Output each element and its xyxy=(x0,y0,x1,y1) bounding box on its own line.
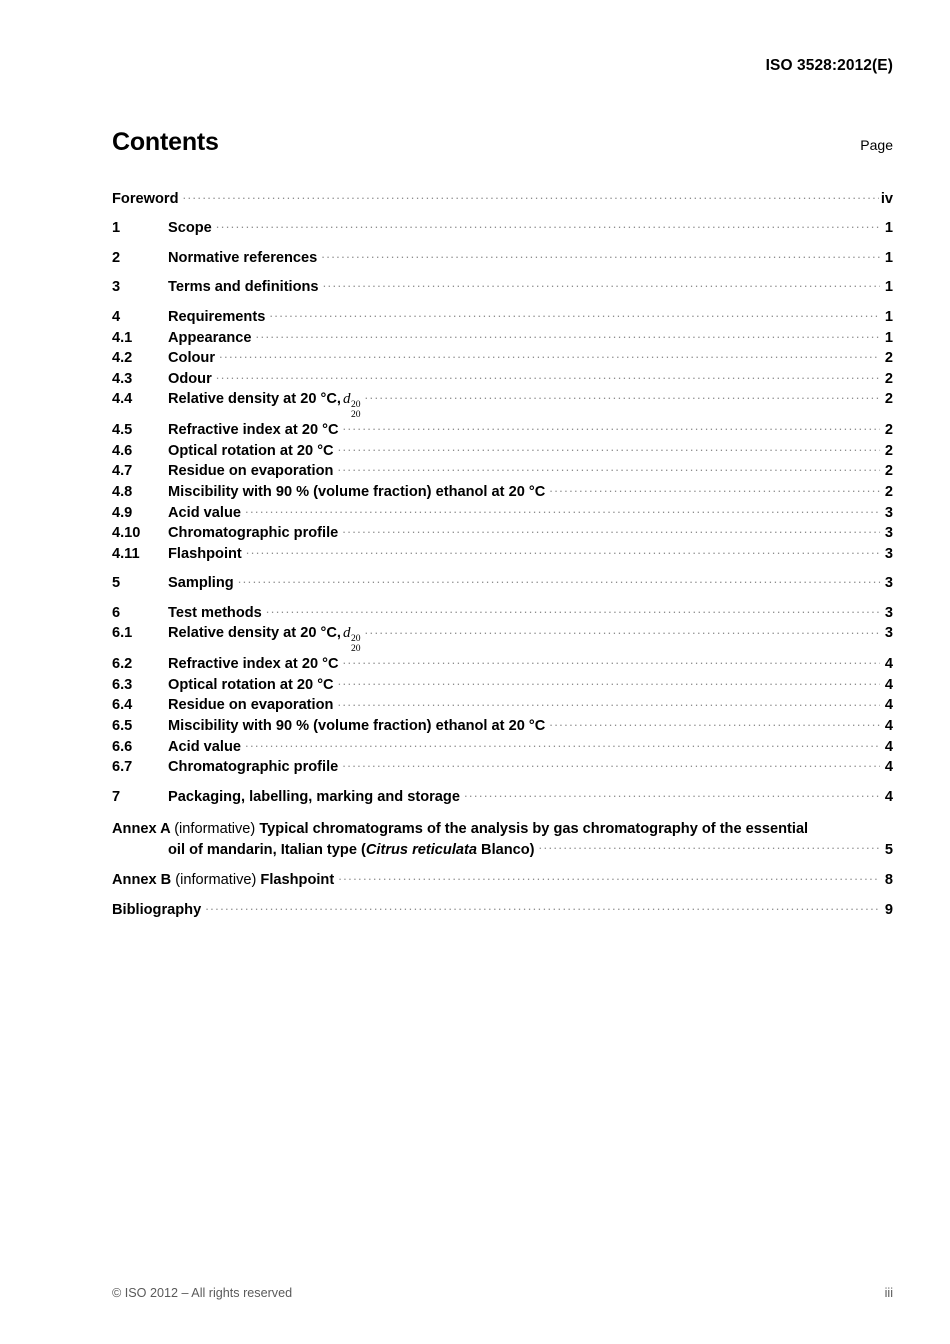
toc-entry-page: 3 xyxy=(884,545,893,562)
toc-entry-label: Colour xyxy=(168,350,216,367)
toc-entry-page: 3 xyxy=(884,575,893,592)
subscript-20: 20 xyxy=(350,408,361,420)
toc-entry-number: 7 xyxy=(112,788,121,805)
annex-a-title-line-1: Typical chromatograms of the analysis by gas chromatography of the essential xyxy=(259,820,809,837)
toc-entry-label: Optical rotation at 20 °C xyxy=(168,442,334,459)
toc-entry[interactable] xyxy=(112,695,893,716)
leader-dots xyxy=(464,786,880,801)
page-title: Contents xyxy=(112,128,219,156)
leader-dots xyxy=(338,440,880,455)
toc-entry[interactable] xyxy=(112,368,893,389)
toc-entry-page: 1 xyxy=(884,249,893,266)
toc-entry-number: 1 xyxy=(112,220,121,237)
toc-entry[interactable] xyxy=(112,420,893,441)
toc-entry-page: 4 xyxy=(884,676,893,693)
toc-entry-label xyxy=(168,390,364,419)
toc-entry-page: 2 xyxy=(884,370,893,387)
toc-entry-label: Acid value xyxy=(168,738,241,755)
toc-entry-number: 4.9 xyxy=(112,504,133,521)
contents-title-row xyxy=(112,128,893,157)
toc-entry-page: 9 xyxy=(884,901,893,918)
annex-a-species-name: Citrus reticulata xyxy=(365,841,477,858)
toc-entry-label: Terms and definitions xyxy=(168,279,319,296)
toc-entry-page: 4 xyxy=(884,718,893,735)
relative-density-indices xyxy=(350,634,360,654)
relative-density-symbol: d xyxy=(342,391,351,408)
leader-dots xyxy=(338,674,880,689)
toc-entry-number: 4.5 xyxy=(112,422,133,439)
toc-entry-number: 2 xyxy=(112,249,121,266)
toc-entry-number: 6.3 xyxy=(112,676,133,693)
toc-entry-number: 4.8 xyxy=(112,483,133,500)
toc-entry-number: 4.2 xyxy=(112,350,133,367)
toc-entry-page: 1 xyxy=(884,329,893,346)
toc-entry[interactable] xyxy=(112,389,893,420)
toc-entry[interactable] xyxy=(112,715,893,736)
leader-dots xyxy=(216,218,880,233)
toc-entry-label: Flashpoint xyxy=(168,545,242,562)
toc-entry-number: 5 xyxy=(112,575,121,592)
toc-entry-number: 4.7 xyxy=(112,463,133,480)
toc-entry-page: 4 xyxy=(884,788,893,805)
toc-entry-label: Appearance xyxy=(168,329,252,346)
toc-entry-annex-b[interactable] xyxy=(112,869,893,890)
toc-entry-label: Foreword xyxy=(112,190,179,207)
superscript-20: 20 xyxy=(350,398,361,410)
toc-entry-label: Test methods xyxy=(168,604,262,621)
toc-entry-number: 4.10 xyxy=(112,525,141,542)
toc-entry-label xyxy=(168,624,364,653)
toc-entry-number: 6.6 xyxy=(112,738,133,755)
toc-entry-number: 4.3 xyxy=(112,370,133,387)
toc-entry[interactable] xyxy=(112,461,893,482)
toc-entry-page: 3 xyxy=(884,504,893,521)
toc-entry-label: Refractive index at 20 °C xyxy=(168,422,339,439)
table-of-contents xyxy=(112,183,893,920)
leader-dots xyxy=(246,543,880,558)
leader-dots xyxy=(323,277,880,292)
leader-dots xyxy=(266,602,880,617)
toc-entry-label: Chromatographic profile xyxy=(168,525,339,542)
toc-entry-page: 1 xyxy=(884,220,893,237)
leader-dots xyxy=(365,623,880,638)
toc-entry-label: Optical rotation at 20 °C xyxy=(168,676,334,693)
annex-a-line-1 xyxy=(112,820,893,840)
leader-dots xyxy=(549,481,880,496)
toc-entry-page: 8 xyxy=(884,872,893,889)
toc-entry-number: 4.6 xyxy=(112,442,133,459)
leader-dots xyxy=(342,523,880,538)
toc-entry-label: Sampling xyxy=(168,575,234,592)
toc-entry-label: Chromatographic profile xyxy=(168,759,339,776)
toc-entry-page: 3 xyxy=(884,625,893,642)
leader-dots xyxy=(256,327,880,342)
toc-entry-page: 1 xyxy=(884,279,893,296)
toc-entry-page: 2 xyxy=(884,442,893,459)
toc-entry-annex-a[interactable] xyxy=(112,820,893,861)
page-column-label: Page xyxy=(860,137,893,153)
annex-a-title-line-2 xyxy=(168,841,538,861)
annex-a-qualifier: (informative) xyxy=(174,820,256,837)
leader-dots xyxy=(216,368,880,383)
toc-entry-number: 4.1 xyxy=(112,329,133,346)
toc-entry[interactable] xyxy=(112,306,893,327)
annex-a-line-2 xyxy=(168,839,893,860)
leader-dots xyxy=(337,695,880,710)
toc-entry[interactable] xyxy=(112,786,893,807)
toc-entry[interactable] xyxy=(112,277,893,298)
toc-entry-page: 2 xyxy=(884,391,893,408)
toc-entry[interactable] xyxy=(112,543,893,564)
toc-entry-number: 6.5 xyxy=(112,718,133,735)
annex-a-title-post: Blanco) xyxy=(476,841,535,858)
toc-entry-label: Normative references xyxy=(168,249,318,266)
document-footer xyxy=(112,1286,893,1300)
toc-entry-number: 6 xyxy=(112,604,121,621)
toc-entry-foreword[interactable] xyxy=(112,188,893,209)
toc-entry[interactable] xyxy=(112,247,893,268)
toc-entry[interactable] xyxy=(112,218,893,239)
subscript-20: 20 xyxy=(350,642,361,654)
annex-b-qualifier: (informative) xyxy=(175,872,257,889)
toc-entry-page: 1 xyxy=(884,308,893,325)
leader-dots xyxy=(238,573,880,588)
leader-dots xyxy=(269,306,880,321)
toc-entry-number: 4.4 xyxy=(112,391,133,408)
toc-entry-page: 4 xyxy=(884,738,893,755)
toc-entry[interactable] xyxy=(112,602,893,623)
toc-entry-page: iv xyxy=(880,190,893,207)
toc-entry[interactable] xyxy=(112,502,893,523)
leader-dots xyxy=(343,654,881,669)
toc-entry-label-text: Relative density at 20 °C, xyxy=(168,391,341,408)
toc-entry-label: Bibliography xyxy=(112,901,202,918)
toc-entry-number: 3 xyxy=(112,279,121,296)
toc-entry[interactable] xyxy=(112,523,893,544)
toc-entry-label: Miscibility with 90 % (volume fraction) ethanol at 20 °C xyxy=(168,483,546,500)
toc-entry[interactable] xyxy=(112,440,893,461)
toc-entry[interactable] xyxy=(112,654,893,675)
toc-entry-number: 6.1 xyxy=(112,625,133,642)
annex-b-label: Annex B xyxy=(112,872,172,889)
toc-entry-label: Refractive index at 20 °C xyxy=(168,656,339,673)
toc-entry-label: Miscibility with 90 % (volume fraction) ethanol at 20 °C xyxy=(168,718,546,735)
annex-a-title-pre: oil of mandarin, Italian type ( xyxy=(168,841,366,858)
superscript-20: 20 xyxy=(350,633,361,645)
copyright-notice: © ISO 2012 – All rights reserved xyxy=(112,1286,293,1300)
leader-dots xyxy=(343,420,881,435)
annex-b-title: Flashpoint xyxy=(260,872,335,889)
toc-entry-page: 4 xyxy=(884,759,893,776)
toc-entry-page: 2 xyxy=(884,422,893,439)
leader-dots xyxy=(337,461,880,476)
leader-dots xyxy=(219,348,880,363)
leader-dots xyxy=(205,899,880,914)
relative-density-symbol: d xyxy=(342,625,351,642)
toc-entry[interactable] xyxy=(112,573,893,594)
relative-density-indices xyxy=(350,400,360,420)
toc-entry-page: 3 xyxy=(884,604,893,621)
document-header xyxy=(112,57,893,75)
leader-dots xyxy=(342,757,880,772)
toc-entry[interactable] xyxy=(112,623,893,654)
leader-dots xyxy=(338,869,880,884)
toc-entry-label: Scope xyxy=(168,220,212,237)
toc-entry-label: Packaging, labelling, marking and storage xyxy=(168,788,460,805)
toc-numbered-entries xyxy=(112,218,893,807)
toc-entry-label: Acid value xyxy=(168,504,241,521)
toc-entry-page: 2 xyxy=(884,483,893,500)
toc-entry[interactable] xyxy=(112,481,893,502)
toc-entry-label-text: Relative density at 20 °C, xyxy=(168,625,341,642)
toc-entry-page: 2 xyxy=(884,350,893,367)
toc-entry-page: 2 xyxy=(884,463,893,480)
toc-entry-page: 4 xyxy=(884,697,893,714)
toc-entry-label: Residue on evaporation xyxy=(168,463,334,480)
toc-entry[interactable] xyxy=(112,674,893,695)
leader-dots xyxy=(549,715,880,730)
toc-entry-number: 6.2 xyxy=(112,656,133,673)
toc-entry[interactable] xyxy=(112,348,893,369)
toc-entry-number: 4 xyxy=(112,308,121,325)
toc-entry-number: 4.11 xyxy=(112,545,140,562)
toc-entry[interactable] xyxy=(112,736,893,757)
leader-dots xyxy=(365,389,880,404)
leader-dots xyxy=(182,188,878,203)
toc-entry-bibliography[interactable] xyxy=(112,899,893,920)
toc-entry-number: 6.7 xyxy=(112,759,133,776)
leader-dots xyxy=(245,502,880,517)
document-reference: ISO 3528:2012(E) xyxy=(765,57,893,74)
toc-entry-label: Odour xyxy=(168,370,212,387)
toc-entry-number: 6.4 xyxy=(112,697,133,714)
footer-page-number: iii xyxy=(884,1286,893,1300)
leader-dots xyxy=(321,247,880,262)
leader-dots xyxy=(539,839,880,854)
toc-entry-page: 4 xyxy=(884,656,893,673)
toc-entry-label: Requirements xyxy=(168,308,266,325)
toc-entry-label xyxy=(112,871,337,890)
leader-dots xyxy=(245,736,880,751)
toc-entry[interactable] xyxy=(112,327,893,348)
toc-entry-page: 3 xyxy=(884,525,893,542)
toc-entry-label: Residue on evaporation xyxy=(168,697,334,714)
annex-a-label: Annex A xyxy=(112,820,171,837)
toc-entry-page: 5 xyxy=(884,841,893,858)
toc-entry[interactable] xyxy=(112,757,893,778)
